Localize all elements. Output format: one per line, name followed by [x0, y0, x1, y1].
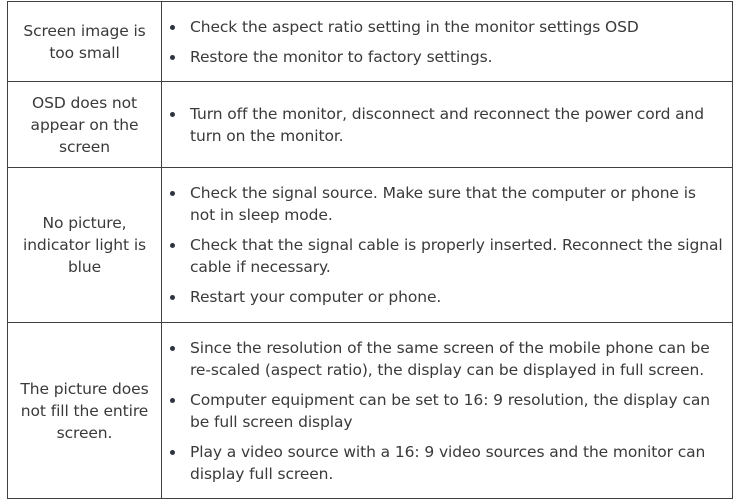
- table-row: [8, 2, 733, 82]
- bullet-icon: [170, 398, 175, 403]
- solution-text: Check the signal source. Make sure that the computer or phone is not in sleep mode.: [190, 184, 696, 224]
- solution-cell: [162, 2, 733, 82]
- table-row: [8, 82, 733, 168]
- bullet-icon: [170, 295, 175, 300]
- list-item: [162, 441, 724, 485]
- troubleshooting-table: [7, 1, 733, 499]
- solution-text: Check that the signal cable is properly inserted. Reconnect the signal cable if necessary.: [190, 236, 723, 276]
- bullet-icon: [170, 25, 175, 30]
- list-item: [162, 16, 724, 38]
- solution-text: Restore the monitor to factory settings.: [190, 47, 493, 66]
- problem-cell: The picture does not fill the entire screen.: [8, 323, 162, 499]
- list-item: [162, 286, 724, 308]
- table-row: [8, 168, 733, 323]
- solution-cell: [162, 168, 733, 323]
- bullet-icon: [170, 450, 175, 455]
- solution-text: Computer equipment can be set to 16: 9 resolution, the display can be full screen display: [190, 390, 710, 431]
- solution-text: Restart your computer or phone.: [190, 288, 442, 306]
- bullet-icon: [170, 191, 175, 196]
- solution-list: [162, 103, 724, 147]
- list-item: [162, 182, 724, 226]
- bullet-icon: [170, 346, 175, 351]
- solution-text: Check the aspect ratio setting in the monitor settings OSD: [190, 17, 639, 36]
- list-item: [162, 234, 724, 278]
- solution-text: Play a video source with a 16: 9 video sources and the monitor can display full screen.: [190, 442, 706, 483]
- solution-text: Since the resolution of the same screen of the mobile phone can be re-scaled (aspect ratio), the display can be displayed in full screen.: [190, 338, 710, 379]
- bullet-icon: [170, 112, 175, 117]
- solution-cell: [162, 82, 733, 168]
- bullet-icon: [170, 243, 175, 248]
- table-row: [8, 323, 733, 499]
- problem-cell: Screen image is too small: [8, 2, 162, 82]
- list-item: [162, 103, 724, 147]
- list-item: [162, 46, 724, 68]
- solution-cell: [162, 323, 733, 499]
- problem-cell: OSD does not appear on the screen: [8, 82, 162, 168]
- solution-text: Turn off the monitor, disconnect and reconnect the power cord and turn on the monitor.: [190, 104, 705, 145]
- solution-list: [162, 16, 724, 68]
- solution-list: [162, 337, 724, 485]
- problem-cell: No picture, indicator light is blue: [8, 168, 162, 323]
- solution-list: [162, 182, 724, 308]
- list-item: [162, 337, 724, 381]
- list-item: [162, 389, 724, 433]
- bullet-icon: [170, 55, 175, 60]
